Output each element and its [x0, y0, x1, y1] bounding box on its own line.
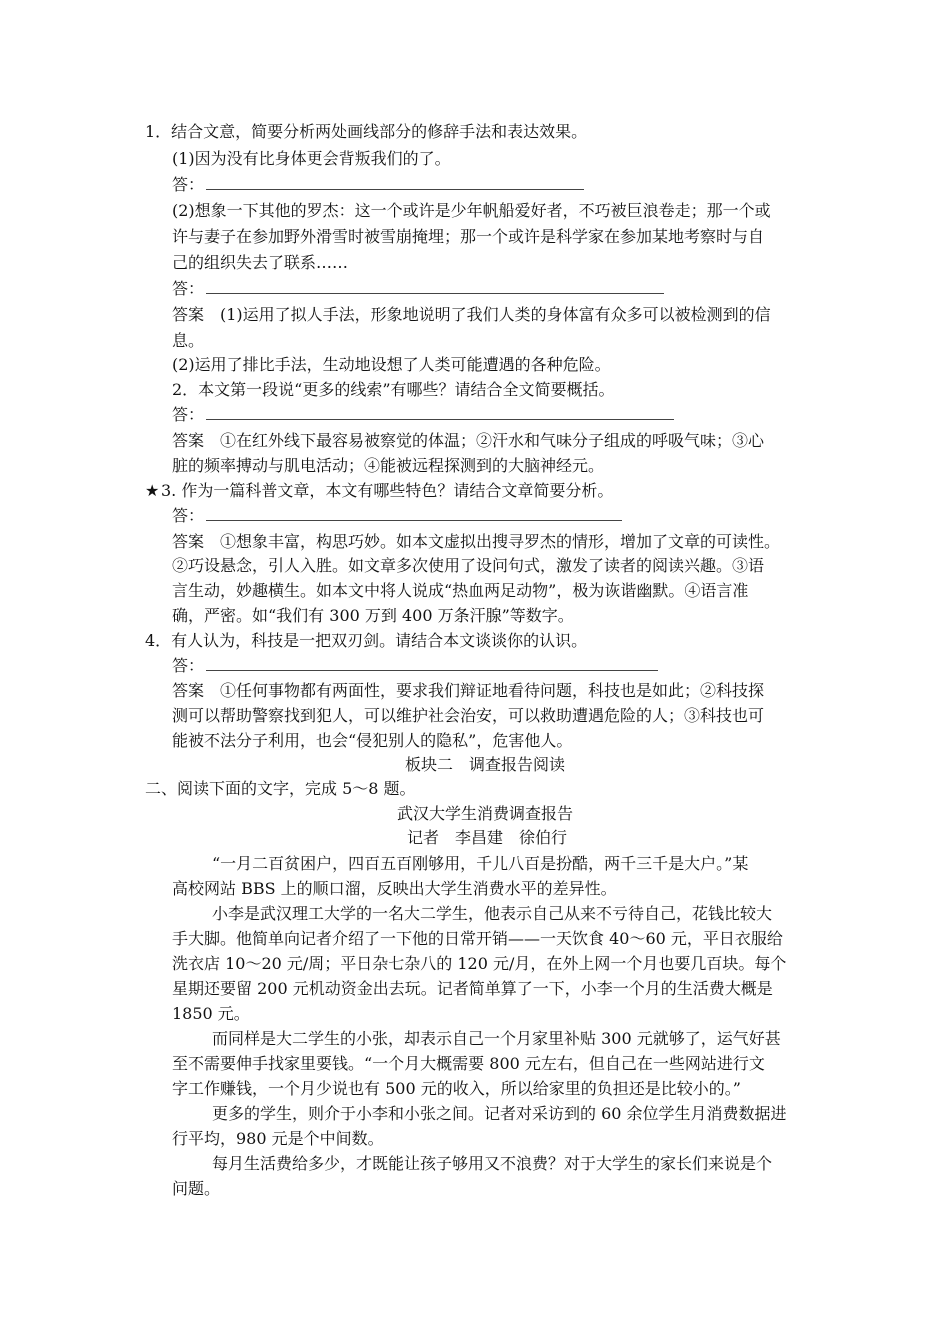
article-byline: 记者 李昌建 徐伯行	[406, 828, 567, 847]
answer-blank-line	[206, 281, 664, 294]
answer-blank-line	[206, 177, 584, 190]
q1-answer-line: (2)运用了排比手法，生动地设想了人类可能遭遇的各种危险。	[172, 355, 611, 374]
section-instruction: 二、阅读下面的文字，完成 5～8 题。	[145, 779, 416, 798]
q1-sub2-line: (2)想象一下其他的罗杰：这一个或许是少年帆船爱好者，不巧被巨浪卷走；那一个或	[172, 201, 771, 220]
q4-answer-field	[172, 656, 658, 676]
q4-answer-line: 测可以帮助警察找到犯人，可以维护社会治安，可以救助遭遇危险的人；③科技也可	[172, 706, 765, 725]
star-icon: ★	[145, 481, 160, 500]
article-paragraph-line: 小李是武汉理工大学的一名大二学生，他表示自己从来不亏待自己，花钱比较大	[212, 904, 773, 923]
article-paragraph-line: 1850 元。	[172, 1004, 250, 1023]
q4-answer-line: 能被不法分子利用，也会“侵犯别人的隐私”，危害他人。	[172, 731, 573, 750]
article-paragraph-line: 星期还要留 200 元机动资金出去玩。记者简单算了一下，小李一个月的生活费大概是	[172, 979, 773, 998]
article-paragraph-line: 行平均，980 元是个中间数。	[172, 1129, 384, 1148]
q4-answer-line: 答案 ①任何事物都有两面性，要求我们辩证地看待问题，科技也是如此；②科技探	[172, 681, 765, 700]
q2-stem: 2．本文第一段说“更多的线索”有哪些？请结合全文简要概括。	[172, 380, 615, 399]
article-paragraph-line: 问题。	[172, 1179, 221, 1198]
q1-answer-field-2	[172, 279, 664, 299]
article-paragraph-line: 字工作赚钱，一个月少说也有 500 元的收入，所以给家里的负担还是比较小的。”	[172, 1079, 741, 1098]
q3-stem: 3. 作为一篇科普文章，本文有哪些特色？请结合文章简要分析。	[161, 481, 614, 500]
article-paragraph-line: 每月生活费给多少，才既能让孩子够用又不浪费？对于大学生的家长们来说是个	[212, 1154, 773, 1173]
article-paragraph-line: “一月二百贫困户，四百五百刚够用，千儿八百是扮酷，两千三千是大户。”某	[212, 854, 749, 873]
q1-answer-field-1	[172, 175, 584, 195]
answer-blank-line	[206, 407, 674, 420]
q1-sub1: (1)因为没有比身体更会背叛我们的了。	[172, 149, 451, 168]
q1-sub2-line: 己的组织失去了联系……	[172, 253, 349, 272]
q3-answer-line: 确，严密。如“我们有 300 万到 400 万条汗腺”等数字。	[172, 606, 574, 625]
answer-prompt: 答：	[172, 279, 205, 298]
answer-blank-line	[206, 508, 622, 521]
q1-answer-line: 息。	[172, 331, 205, 350]
q3-answer-line: 答案 ①想象丰富，构思巧妙。如本文虚拟出搜寻罗杰的情形，增加了文章的可读性。	[172, 532, 781, 551]
article-title: 武汉大学生消费调查报告	[396, 804, 573, 823]
article-paragraph-line: 高校网站 BBS 上的顺口溜，反映出大学生消费水平的差异性。	[172, 879, 617, 898]
q3-answer-field	[172, 506, 622, 526]
article-paragraph-line: 至不需要伸手找家里要钱。“一个月大概需要 800 元左右，但自己在一些网站进行文	[172, 1054, 765, 1073]
q4-stem: 4．有人认为，科技是一把双刃剑。请结合本文谈谈你的认识。	[145, 631, 588, 650]
answer-prompt: 答：	[172, 405, 205, 424]
answer-prompt: 答：	[172, 506, 205, 525]
answer-prompt: 答：	[172, 175, 205, 194]
article-paragraph-line: 更多的学生，则介于小李和小张之间。记者对采访到的 60 余位学生月消费数据进	[212, 1104, 787, 1123]
q1-sub2-line: 许与妻子在参加野外滑雪时被雪崩掩埋；那一个或许是科学家在参加某地考察时与自	[172, 227, 765, 246]
q2-answer-field	[172, 405, 674, 425]
q1-stem: 1．结合文意，简要分析两处画线部分的修辞手法和表达效果。	[145, 122, 588, 141]
answer-blank-line	[206, 658, 658, 671]
q2-answer-line: 脏的频率搏动与肌电活动；④能被远程探测到的大脑神经元。	[172, 456, 605, 475]
q2-answer-line: 答案 ①在红外线下最容易被察觉的体温；②汗水和气味分子组成的呼吸气味；③心	[172, 431, 765, 450]
answer-prompt: 答：	[172, 656, 205, 675]
q3-answer-line: 言生动，妙趣横生。如本文中将人说成“热血两足动物”，极为诙谐幽默。④语言准	[172, 581, 749, 600]
section-heading: 板块二 调查报告阅读	[404, 755, 565, 774]
q1-answer-line: 答案 (1)运用了拟人手法，形象地说明了我们人类的身体富有众多可以被检测到的信	[172, 305, 771, 324]
q3-answer-line: ②巧设悬念，引人入胜。如文章多次使用了设问句式，激发了读者的阅读兴趣。③语	[172, 556, 765, 575]
article-paragraph-line: 而同样是大二学生的小张，却表示自己一个月家里补贴 300 元就够了，运气好甚	[212, 1029, 781, 1048]
article-paragraph-line: 手大脚。他简单向记者介绍了一下他的日常开销——一天饮食 40～60 元，平日衣服给	[172, 929, 783, 948]
article-paragraph-line: 洗衣店 10～20 元/周；平日杂七杂八的 120 元/月，在外上网一个月也要几百块。每个	[172, 954, 787, 973]
